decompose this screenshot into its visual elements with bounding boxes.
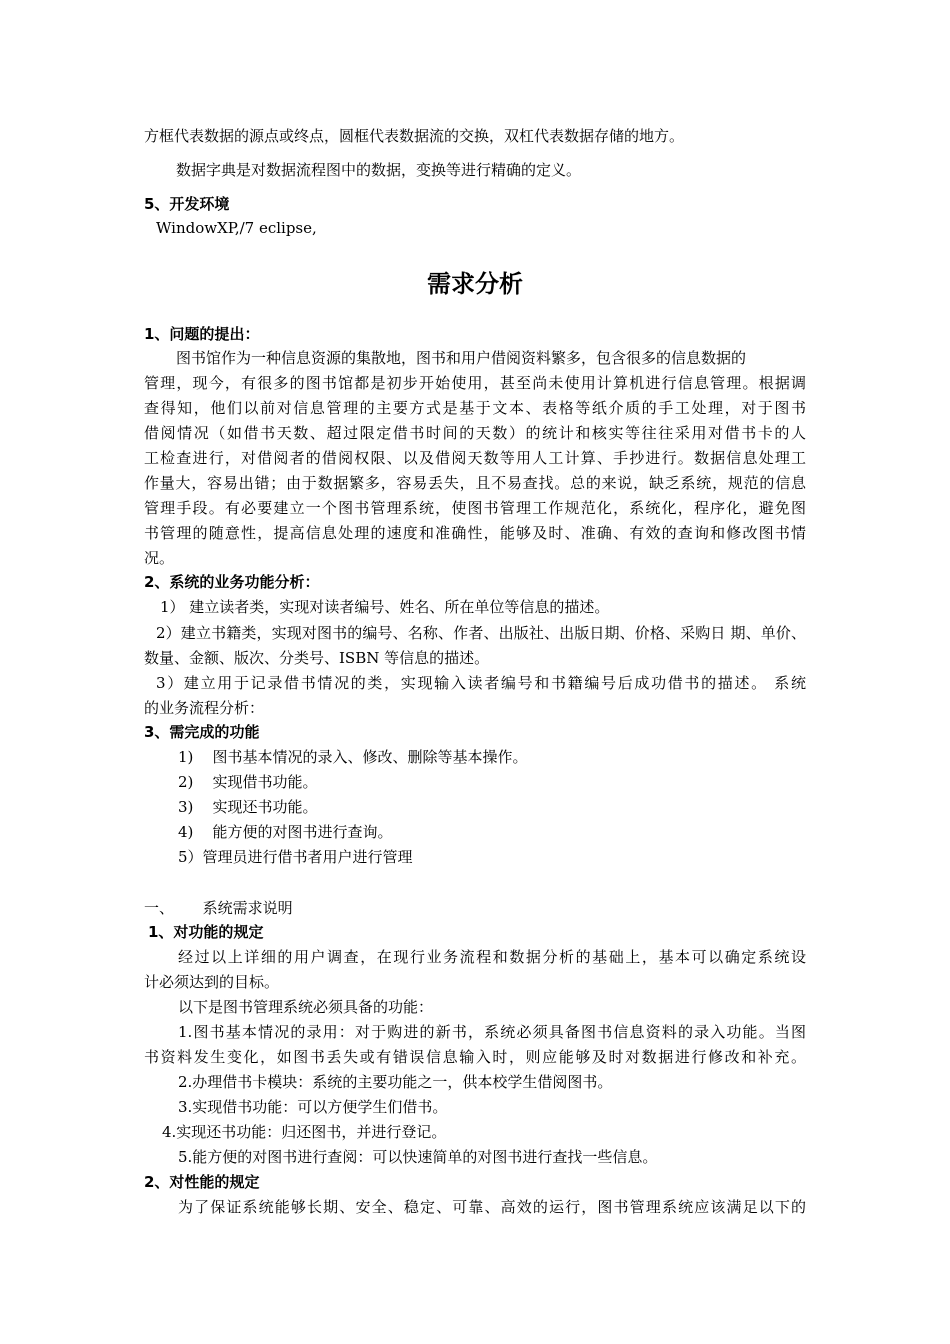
paragraph-line: 数量、金额、版次、分类号、ISBN 等信息的描述。: [144, 649, 490, 667]
paragraph-line: 4.实现还书功能：归还图书，并进行登记。: [162, 1123, 447, 1141]
paragraph-line: 2.办理借书卡模块：系统的主要功能之一，供本校学生借阅图书。: [178, 1073, 613, 1091]
paragraph-line: 数据字典是对数据流程图中的数据，变换等进行精确的定义。: [176, 161, 582, 179]
list-item: 5）管理员进行借书者用户进行管理: [178, 848, 413, 866]
list-item: 4) 能方便的对图书进行查询。: [178, 823, 393, 841]
list-item: 2）建立书籍类，实现对图书的编号、名称、作者、出版社、出版日期、价格、采购日 期、单价、: [156, 624, 806, 642]
section-heading-function-spec: 1、对功能的规定: [148, 923, 264, 941]
page-title: 需求分析: [427, 270, 523, 298]
paragraph-line: 借阅情况（如借书天数、超过限定借书时间的天数）的统计和核实等往往采用对借书卡的人: [144, 424, 806, 442]
dev-env-text: WindowXP,/7 eclipse,: [156, 219, 317, 237]
section-heading-performance: 2、对性能的规定: [144, 1173, 260, 1191]
section-heading-functions: 3、需完成的功能: [144, 723, 260, 741]
paragraph-line: 管理，现今，有很多的图书馆都是初步开始使用，甚至尚未使用计算机进行信息管理。根据调: [144, 374, 806, 392]
paragraph-line: 管理手段。有必要建立一个图书管理系统，使图书管理工作规范化，系统化，程序化，避免图: [144, 499, 806, 517]
paragraph-line: 作量大，容易出错；由于数据繁多，容易丢失，且不易查找。总的来说，缺乏系统，规范的信息: [144, 474, 806, 492]
paragraph-line: 的业务流程分析：: [144, 699, 265, 717]
paragraph-line: 1.图书基本情况的录用：对于购进的新书，系统必须具备图书信息资料的录入功能。当图: [178, 1023, 806, 1041]
paragraph-line: 5.能方便的对图书进行查阅：可以快速简单的对图书进行查找一些信息。: [178, 1148, 658, 1166]
list-item: 3) 实现还书功能。: [178, 798, 318, 816]
paragraph-line: 况。: [144, 549, 175, 567]
paragraph-line: 查得知，他们以前对信息管理的主要方式是基于文本、表格等纸介质的手工处理，对于图书: [144, 399, 806, 417]
paragraph-line: 经过以上详细的用户调查，在现行业务流程和数据分析的基础上，基本可以确定系统设: [178, 948, 806, 966]
chapter-heading: 一、 系统需求说明: [144, 899, 293, 917]
paragraph-line: 书管理的随意性，提高信息处理的速度和准确性，能够及时、准确、有效的查询和修改图书情: [144, 524, 806, 542]
paragraph-line: 为了保证系统能够长期、安全、稳定、可靠、高效的运行，图书管理系统应该满足以下的: [178, 1198, 806, 1216]
paragraph-line: 方框代表数据的源点或终点，圆框代表数据流的交换，双杠代表数据存储的地方。: [144, 127, 685, 145]
paragraph-line: 图书馆作为一种信息资源的集散地，图书和用户借阅资料繁多，包含很多的信息数据的: [176, 349, 747, 367]
paragraph-line: 工检查进行，对借阅者的借阅权限、以及借阅天数等用人工计算、手抄进行。数据信息处理工: [144, 449, 806, 467]
paragraph-line: 3.实现借书功能：可以方便学生们借书。: [178, 1098, 448, 1116]
section-heading-dev-env: 5、开发环境: [144, 195, 230, 213]
list-item: 2) 实现借书功能。: [178, 773, 318, 791]
section-heading-business: 2、系统的业务功能分析：: [144, 573, 320, 591]
list-item: 1） 建立读者类，实现对读者编号、姓名、所在单位等信息的描述。: [160, 598, 610, 616]
section-heading-problem: 1、问题的提出：: [144, 325, 260, 343]
paragraph-line: 以下是图书管理系统必须具备的功能：: [178, 998, 434, 1016]
list-item: 1) 图书基本情况的录入、修改、删除等基本操作。: [178, 748, 528, 766]
paragraph-line: 书资料发生变化，如图书丢失或有错误信息输入时，则应能够及时对数据进行修改和补充。: [144, 1048, 806, 1066]
paragraph-line: 计必须达到的目标。: [144, 973, 280, 991]
list-item: 3）建立用于记录借书情况的类，实现输入读者编号和书籍编号后成功借书的描述。 系统: [156, 674, 806, 692]
